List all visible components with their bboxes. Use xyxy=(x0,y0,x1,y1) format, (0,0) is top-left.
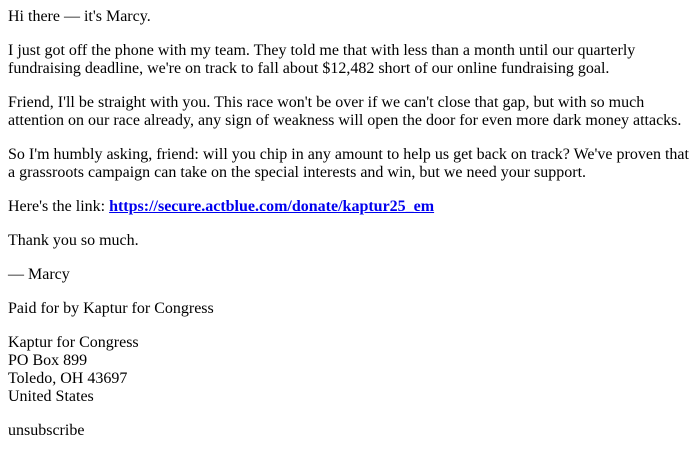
paid-for-disclaimer: Paid for by Kaptur for Congress xyxy=(8,300,214,317)
signoff-text: — Marcy xyxy=(8,266,70,283)
body-paragraph-2: Friend, I'll be straight with you. This race won't be over if we can't close that gap, but with so much attention on our race already, any sign of weakness will open the door for even more dark money attacks. xyxy=(8,94,682,129)
thanks-text: Thank you so much. xyxy=(8,232,139,249)
address-country: United States xyxy=(8,388,94,405)
address-line-1: PO Box 899 xyxy=(8,352,88,369)
donate-link-line xyxy=(8,198,692,216)
unsubscribe-link[interactable]: unsubscribe xyxy=(8,422,85,439)
greeting-text: Hi there — it's Marcy. xyxy=(8,8,151,25)
address-line-2: Toledo, OH 43697 xyxy=(8,370,128,387)
mailing-address xyxy=(8,334,692,406)
body-paragraph-3: So I'm humbly asking, friend: will you chip in any amount to help us get back on track? We've proven that a grassroots campaign can take on the special interests and win, but we need your support. xyxy=(8,146,689,181)
body-paragraph-1: I just got off the phone with my team. They told me that with less than a month until our quarterly fundraising deadline, we're on track to fall about $12,482 short of our online fundraising goal. xyxy=(8,42,636,77)
link-prefix-text: Here's the link: xyxy=(8,198,110,215)
address-name: Kaptur for Congress xyxy=(8,334,139,351)
donate-link[interactable]: https://secure.actblue.com/donate/kaptur25_em xyxy=(109,198,435,215)
